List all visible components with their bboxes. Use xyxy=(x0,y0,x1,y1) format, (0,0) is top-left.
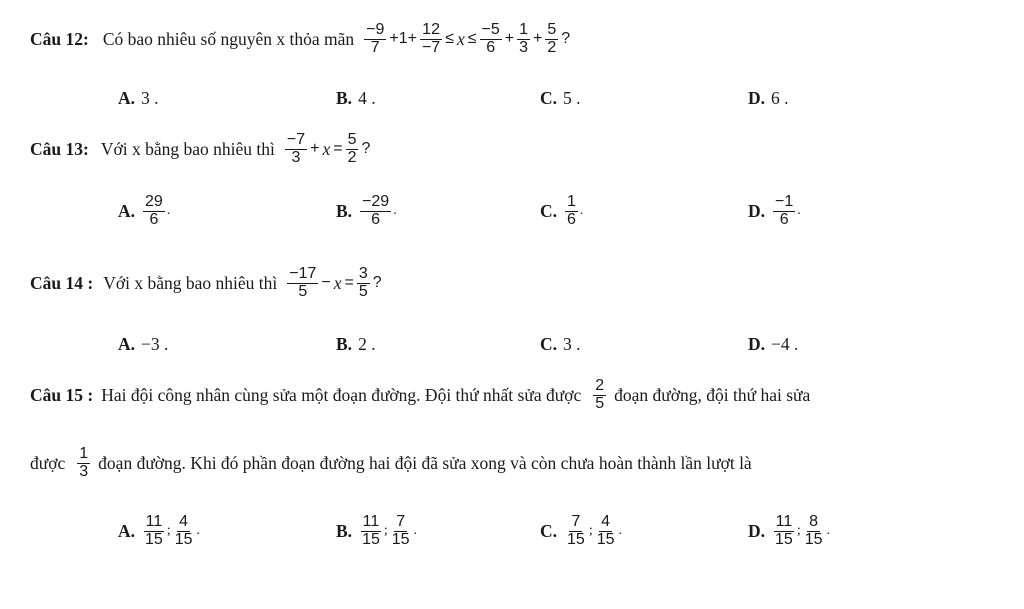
fraction: $\frac{1}{3}$ xyxy=(79,445,89,480)
fraction: $\frac{12}{-7}$ xyxy=(421,21,441,56)
fraction: $\frac{-17}{5}$ xyxy=(289,265,317,300)
option-a[interactable]: A. −3 . xyxy=(118,334,169,354)
fraction: $\frac{5}{2}$ xyxy=(547,21,557,56)
option-a[interactable]: A. $\frac{11}{15}$ ; $\frac{4}{15}$ . xyxy=(118,513,200,548)
question-13-text: Với x bằng bao nhiêu thì xyxy=(100,138,275,159)
question-15-label: Câu 15 : xyxy=(30,384,94,405)
question-12-stem: Câu 12: Có bao nhiêu số nguyên x thỏa mãn $\frac{-9}{7}$ +1+ $\frac{12}{-7}$ ≤ x ≤ $\frac{-5}{6}$ + $\frac{1}{3}$ + $\frac{5}{2}$ ? xyxy=(30,21,571,56)
option-b[interactable]: B. 4 . xyxy=(336,88,376,108)
fraction: $\frac{3}{5}$ xyxy=(358,265,368,300)
question-14-stem: Câu 14 : Với x bằng bao nhiêu thì $\frac{-17}{5}$ − x = $\frac{3}{5}$ ? xyxy=(30,265,382,300)
option-d[interactable]: D. $\frac{11}{15}$ ; $\frac{8}{15}$ . xyxy=(748,513,830,548)
option-c[interactable]: C. $\frac{7}{15}$ ; $\frac{4}{15}$ . xyxy=(540,513,622,548)
fraction: $\frac{1}{3}$ xyxy=(519,21,529,56)
option-a[interactable]: A. $\frac{29}{6}$ . xyxy=(118,193,171,228)
question-14-text: Với x bằng bao nhiêu thì xyxy=(103,272,278,293)
fraction: $\frac{-7}{3}$ xyxy=(286,131,306,166)
fraction: $\frac{-9}{7}$ xyxy=(366,21,385,56)
question-12-label: Câu 12: xyxy=(30,28,89,49)
option-d[interactable]: D. 6 . xyxy=(748,88,789,108)
question-15-text: Hai đội công nhân cùng sửa một đoạn đường. Đội thứ nhất sửa được xyxy=(101,384,582,405)
question-12-text: Có bao nhiêu số nguyên x thỏa mãn xyxy=(102,28,355,49)
option-a[interactable]: A. 3 . xyxy=(118,88,159,108)
question-14-label: Câu 14 : xyxy=(30,272,94,293)
option-c[interactable]: C. 3 . xyxy=(540,334,581,354)
option-b[interactable]: B. $\frac{-29}{6}$ . xyxy=(336,193,397,228)
fraction: $\frac{2}{5}$ xyxy=(595,377,605,412)
fraction: $\frac{5}{2}$ xyxy=(347,131,357,166)
option-b[interactable]: B. 2 . xyxy=(336,334,376,354)
option-c[interactable]: C. 5 . xyxy=(540,88,581,108)
option-d[interactable]: D. $\frac{-1}{6}$ . xyxy=(748,193,801,228)
fraction: $\frac{-5}{6}$ xyxy=(481,21,500,56)
option-b[interactable]: B. $\frac{11}{15}$ ; $\frac{7}{15}$ . xyxy=(336,513,418,548)
option-d[interactable]: D. −4 . xyxy=(748,334,799,354)
question-15-stem-cont: được $\frac{1}{3}$ đoạn đường. Khi đó phần đoạn đường hai đội đã sửa xong và còn chưa hoàn thành lần lượt là xyxy=(30,445,752,480)
question-13-stem: Câu 13: Với x bằng bao nhiêu thì $\frac{-7}{3}$ + x = $\frac{5}{2}$ ? xyxy=(30,131,371,166)
question-15-stem: Câu 15 : Hai đội công nhân cùng sửa một đoạn đường. Đội thứ nhất sửa được $\frac{2}{5}$ đoạn đường, đội thứ hai sửa xyxy=(30,377,811,412)
option-c[interactable]: C. $\frac{1}{6}$ . xyxy=(540,193,584,228)
question-13-label: Câu 13: xyxy=(30,138,89,159)
